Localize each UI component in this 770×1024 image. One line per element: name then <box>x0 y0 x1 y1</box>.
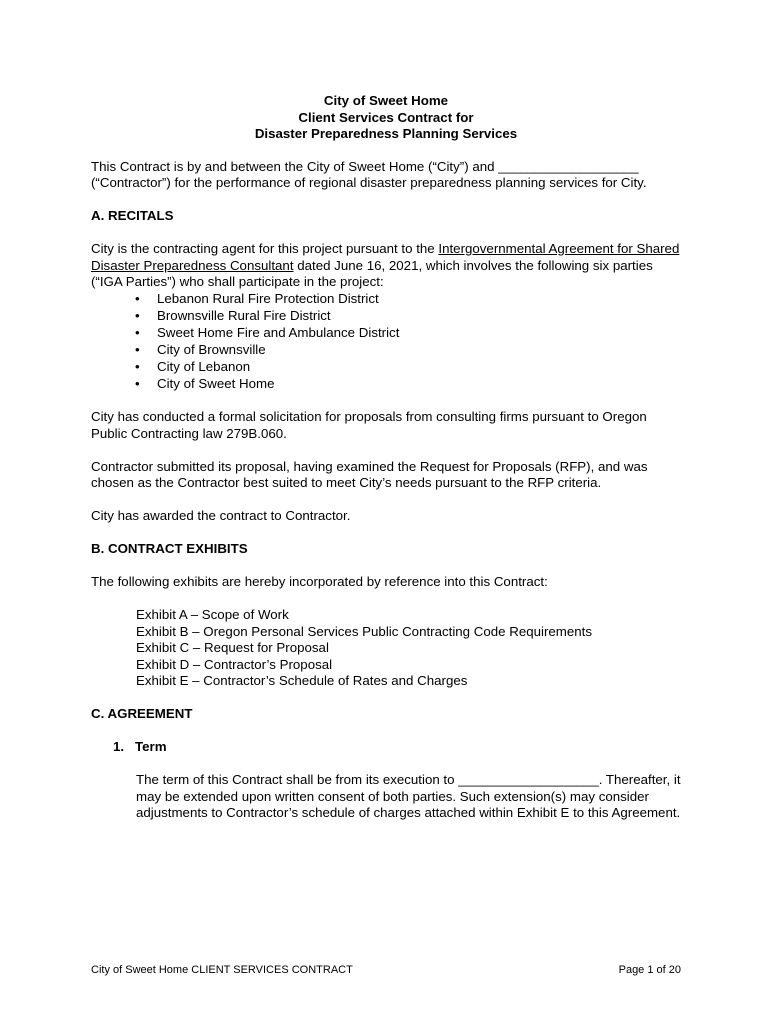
page-content <box>91 93 681 838</box>
iga-reference: Intergovernmental Agreement for Shared Disaster Preparedness Consultant <box>91 241 680 273</box>
list-item <box>135 324 681 342</box>
exhibit-item: Exhibit D – Contractor’s Proposal <box>136 656 333 672</box>
list-item <box>135 307 681 325</box>
exhibit-item: Exhibit C – Request for Proposal <box>136 640 329 655</box>
title-line: Disaster Preparedness Planning Services <box>254 126 518 141</box>
list-item <box>135 358 681 376</box>
party-name: City of Brownsville <box>157 341 266 357</box>
list-item <box>135 341 681 359</box>
document-title <box>91 93 681 143</box>
title-line: Client Services Contract for <box>298 109 474 125</box>
recitals-text-after: dated June 16, 2021, which involves the following six parties (“IGA Parties”) who shall participate in the project: <box>91 257 653 289</box>
recitals-paragraph-1 <box>91 241 681 291</box>
party-name: Brownsville Rural Fire District <box>157 307 331 323</box>
list-item <box>135 290 681 308</box>
exhibits-intro: The following exhibits are hereby incorporated by reference into this Contract: <box>91 574 548 589</box>
exhibit-item: Exhibit A – Scope of Work <box>136 607 289 622</box>
recitals-paragraph-2: City has conducted a formal solicitation for proposals from consulting firms pursuant to Oregon Public Contracting law 279B.060. <box>91 409 647 441</box>
party-name: Sweet Home Fire and Ambulance District <box>157 324 400 340</box>
section-a-heading: A. RECITALS <box>91 208 174 223</box>
intro-paragraph: This Contract is by and between the City of Sweet Home (“City”) and ___________________ (“Contractor”) for the performance of regional disaster preparedness planning services for City. <box>91 158 647 190</box>
recitals-paragraph-4: City has awarded the contract to Contractor. <box>91 508 351 523</box>
party-name: City of Lebanon <box>157 358 251 374</box>
bullet-icon: • <box>135 290 140 306</box>
term-heading <box>113 739 681 756</box>
party-name: Lebanon Rural Fire Protection District <box>157 290 379 306</box>
list-item <box>135 375 681 393</box>
iga-parties-list <box>91 291 681 393</box>
party-name: City of Sweet Home <box>157 375 275 391</box>
exhibits-list <box>136 607 681 690</box>
exhibit-item: Exhibit B – Oregon Personal Services Public Contracting Code Requirements <box>136 623 593 639</box>
term-paragraph: The term of this Contract shall be from its execution to ___________________. Thereafter, it may be extended upon written consent of both parties. Such extension(s) may consider adjustments to Contractor’s schedule of charges attached within Exhibit E to this Agreement. <box>136 772 681 820</box>
footer-title: City of Sweet Home CLIENT SERVICES CONTRACT <box>91 964 353 976</box>
exhibit-item: Exhibit E – Contractor’s Schedule of Rates and Charges <box>136 673 468 688</box>
recitals-paragraph-3: Contractor submitted its proposal, having examined the Request for Proposals (RFP), and was chosen as the Contractor best suited to meet City’s needs pursuant to the RFP criteria. <box>91 458 648 490</box>
bullet-icon: • <box>135 375 140 391</box>
term-number: 1. <box>113 739 125 754</box>
bullet-icon: • <box>135 358 140 374</box>
term-title: Term <box>135 739 167 754</box>
bullet-icon: • <box>135 307 140 323</box>
recitals-text-before: City is the contracting agent for this project pursuant to the <box>91 241 439 256</box>
page-footer <box>91 964 681 976</box>
section-c-heading: C. AGREEMENT <box>91 706 193 721</box>
page-number: Page 1 of 20 <box>618 964 681 976</box>
bullet-icon: • <box>135 324 140 340</box>
section-b-heading: B. CONTRACT EXHIBITS <box>91 541 248 556</box>
title-line: City of Sweet Home <box>323 93 449 108</box>
bullet-icon: • <box>135 341 140 357</box>
